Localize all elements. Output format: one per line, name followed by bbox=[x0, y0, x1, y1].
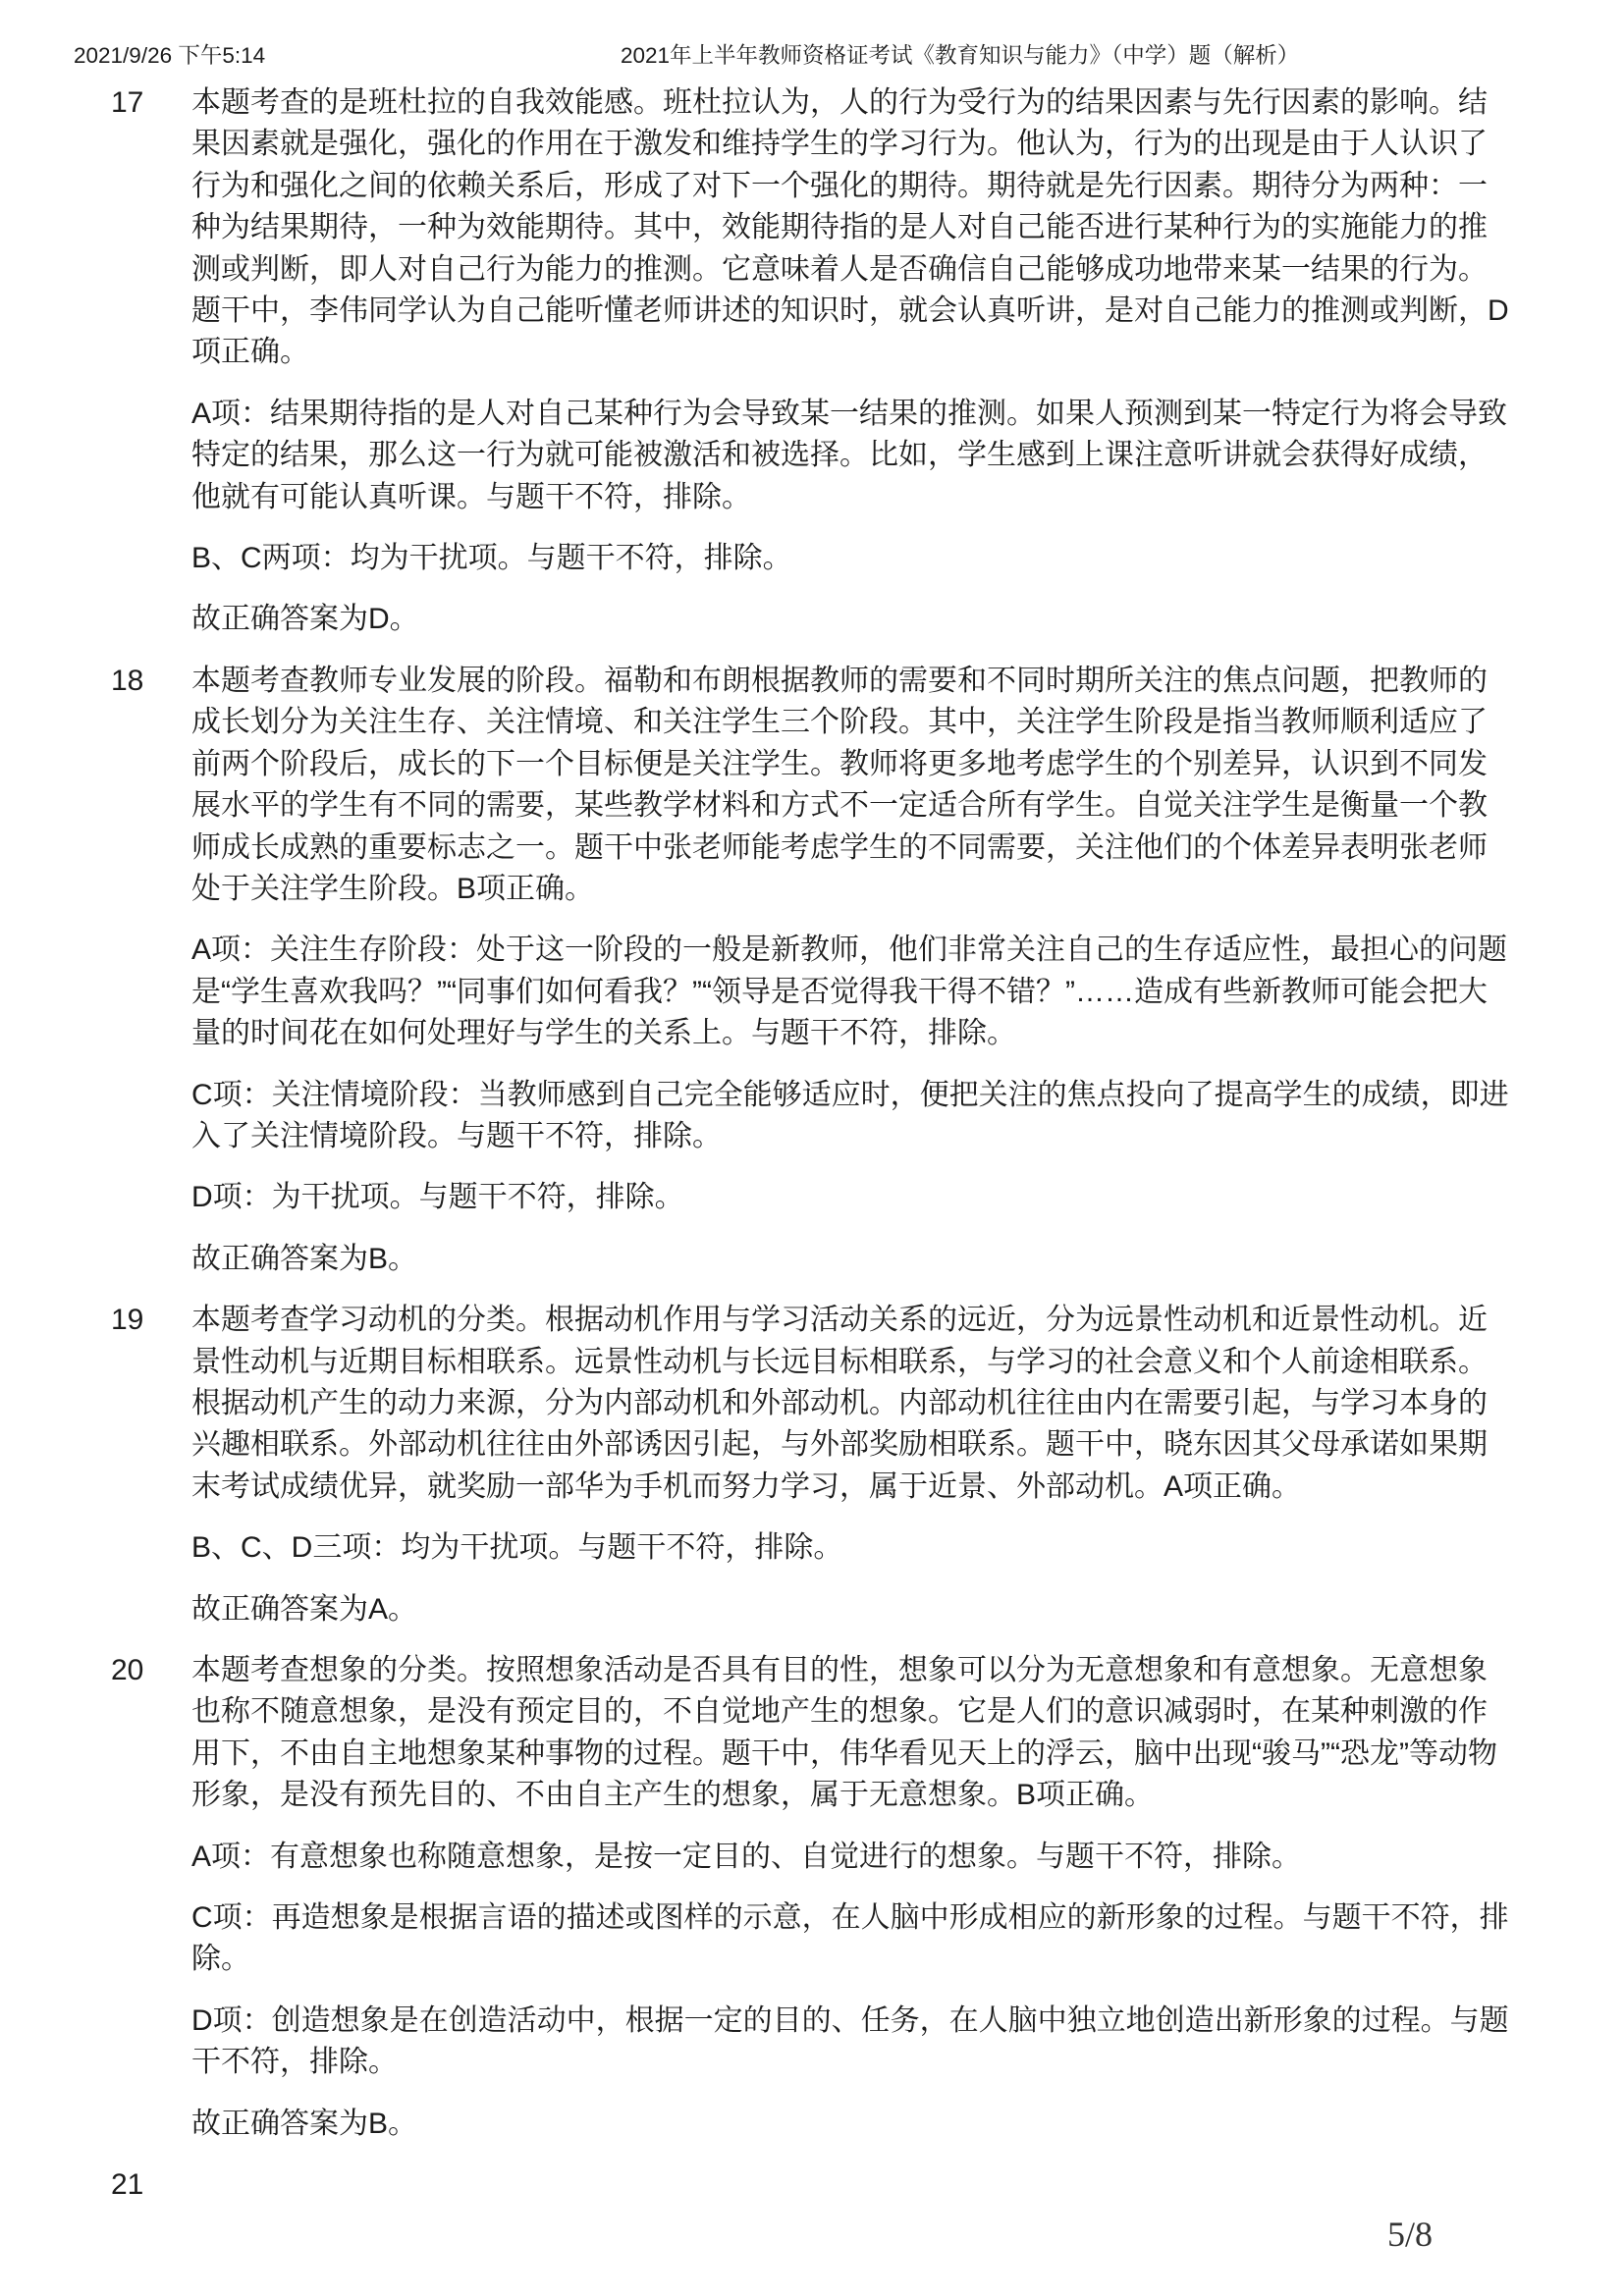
text-line: 故正确答案为D。 bbox=[191, 603, 419, 636]
question-number: 17 bbox=[111, 86, 144, 119]
text-line: B、C两项：均为干扰项。与题干不符，排除。 bbox=[191, 542, 792, 575]
text-line: 处于关注学生阶段。B项正确。 bbox=[191, 872, 595, 905]
explanation-paragraph bbox=[191, 1589, 1624, 1630]
explanation-paragraph bbox=[191, 1300, 1624, 1508]
question-number: 21 bbox=[111, 2168, 144, 2202]
explanation-paragraph bbox=[191, 1897, 1624, 1981]
text-line: 本题考查学习动机的分类。根据动机作用与学习活动关系的远近，分为远景性动机和近景性动机。近 bbox=[191, 1304, 1488, 1337]
text-line: 景性动机与近期目标相联系。远景性动机与长远目标相联系，与学习的社会意义和个人前途相联系。 bbox=[191, 1345, 1488, 1378]
text-line: D项：为干扰项。与题干不符，排除。 bbox=[191, 1181, 684, 1214]
question-explanation bbox=[191, 1300, 1624, 1630]
text-line: 故正确答案为B。 bbox=[191, 1242, 418, 1275]
question-explanation bbox=[191, 661, 1624, 1280]
text-line: C项：再造想象是根据言语的描述或图样的示意，在人脑中形成相应的新形象的过程。与题干不符，排 bbox=[191, 1901, 1509, 1935]
explanation-paragraph bbox=[191, 930, 1624, 1054]
text-line: C项：关注情境阶段：当教师感到自己完全能够适应时，便把关注的焦点投向了提高学生的成绩，即进 bbox=[191, 1078, 1509, 1111]
text-line: 项正确。 bbox=[191, 336, 309, 369]
text-line: 是“学生喜欢我吗？”“同事们如何看我？”“领导是否觉得我干得不错？”……造成有些新教师可能会把大 bbox=[191, 975, 1488, 1008]
text-line: A项：关注生存阶段：处于这一阶段的一般是新教师，他们非常关注自己的生存适应性，最担心的问题 bbox=[191, 934, 1508, 967]
text-line: 本题考查的是班杜拉的自我效能感。班杜拉认为，人的行为受行为的结果因素与先行因素的影响。结 bbox=[191, 86, 1488, 119]
explanation-paragraph bbox=[191, 1075, 1624, 1158]
question-block bbox=[0, 1300, 1624, 1630]
question-explanation bbox=[191, 1650, 1624, 2145]
text-line: 用下，不由自主地想象某种事物的过程。题干中，伟华看见天上的浮云，脑中出现“骏马”“恐龙”等动物 bbox=[191, 1736, 1497, 1770]
explanation-paragraph bbox=[191, 1177, 1624, 1218]
question-block bbox=[0, 661, 1624, 1280]
text-line: 果因素就是强化，强化的作用在于激发和维持学生的学习行为。他认为，行为的出现是由于人认识了 bbox=[191, 128, 1488, 161]
text-line: 干不符，排除。 bbox=[191, 2046, 398, 2079]
text-line: 形象，是没有预先目的、不由自主产生的想象，属于无意想象。B项正确。 bbox=[191, 1779, 1155, 1812]
text-line: 前两个阶段后，成长的下一个目标便是关注学生。教师将更多地考虑学生的个别差异，认识到不同发 bbox=[191, 747, 1488, 780]
text-line: D项：创造想象是在创造活动中，根据一定的目的、任务，在人脑中独立地创造出新形象的过程。与题 bbox=[191, 2003, 1509, 2037]
question-number: 18 bbox=[111, 664, 144, 697]
explanation-paragraph bbox=[191, 1239, 1624, 1280]
text-line: 本题考查想象的分类。按照想象活动是否具有目的性，想象可以分为无意想象和有意想象。无意想象 bbox=[191, 1654, 1488, 1686]
text-line: 本题考查教师专业发展的阶段。福勒和布朗根据教师的需要和不同时期所关注的焦点问题，把教师的 bbox=[191, 664, 1488, 697]
text-line: 种为结果期待，一种为效能期待。其中，效能期待指的是人对自己能否进行某种行为的实施能力的推 bbox=[191, 211, 1488, 244]
question-block bbox=[0, 2164, 1624, 2206]
text-line: 展水平的学生有不同的需要，某些教学材料和方式不一定适合所有学生。自觉关注学生是衡量一个教 bbox=[191, 789, 1488, 823]
explanation-paragraph bbox=[191, 1650, 1624, 1817]
text-line: A项：结果期待指的是人对自己某种行为会导致某一结果的推测。如果人预测到某一特定行为将会导致 bbox=[191, 397, 1508, 430]
text-line: 他就有可能认真听课。与题干不符，排除。 bbox=[191, 480, 751, 513]
text-line: 题干中，李伟同学认为自己能听懂老师讲述的知识时，就会认真听讲，是对自己能力的推测或判断，D bbox=[191, 294, 1509, 328]
text-line: 兴趣相联系。外部动机往往由外部诱因引起，与外部奖励相联系。题干中，晓东因其父母承诺如果期 bbox=[191, 1428, 1488, 1462]
explanation-paragraph bbox=[191, 394, 1624, 518]
explanation-paragraph bbox=[191, 2104, 1624, 2145]
explanation-paragraph bbox=[191, 2001, 1624, 2084]
text-line: 行为和强化之间的依赖关系后，形成了对下一个强化的期待。期待就是先行因素。期待分为两种：一 bbox=[191, 169, 1488, 202]
question-number: 20 bbox=[111, 1654, 144, 1686]
text-line: 故正确答案为B。 bbox=[191, 2107, 418, 2140]
question-explanations bbox=[0, 82, 1624, 2206]
text-line: 入了关注情境阶段。与题干不符，排除。 bbox=[191, 1119, 722, 1152]
print-datetime: 2021/9/26 下午5:14 bbox=[74, 43, 266, 68]
explanation-paragraph bbox=[191, 661, 1624, 910]
question-explanation bbox=[191, 82, 1624, 641]
question-block bbox=[0, 1650, 1624, 2145]
question-number: 19 bbox=[111, 1304, 144, 1337]
explanation-paragraph bbox=[191, 82, 1624, 374]
text-line: 测或判断，即人对自己行为能力的推测。它意味着人是否确信自己能够成功地带来某一结果的行为。 bbox=[191, 252, 1488, 286]
explanation-paragraph bbox=[191, 1527, 1624, 1569]
text-line: B、C、D三项：均为干扰项。与题干不符，排除。 bbox=[191, 1531, 843, 1565]
explanation-paragraph bbox=[191, 538, 1624, 579]
text-line: 除。 bbox=[191, 1943, 250, 1976]
text-line: 量的时间花在如何处理好与学生的关系上。与题干不符，排除。 bbox=[191, 1017, 1016, 1050]
text-line: 末考试成绩优异，就奖励一部华为手机而努力学习，属于近景、外部动机。A项正确。 bbox=[191, 1469, 1302, 1503]
text-line: 特定的结果，那么这一行为就可能被激活和被选择。比如，学生感到上课注意听讲就会获得好成绩， bbox=[191, 439, 1488, 472]
text-line: 故正确答案为A。 bbox=[191, 1592, 418, 1626]
page-number: 5/8 bbox=[1387, 2215, 1434, 2254]
text-line: 成长划分为关注生存、关注情境、和关注学生三个阶段。其中，关注学生阶段是指当教师顺利适应了 bbox=[191, 706, 1488, 739]
question-block bbox=[0, 82, 1624, 641]
text-line: A项：有意想象也称随意想象，是按一定目的、自觉进行的想象。与题干不符，排除。 bbox=[191, 1840, 1302, 1873]
explanation-paragraph bbox=[191, 1837, 1624, 1878]
text-line: 也称不随意想象，是没有预定目的，不自觉地产生的想象。它是人们的意识减弱时，在某种刺激的作 bbox=[191, 1695, 1488, 1729]
document-title: 2021年上半年教师资格证考试《教育知识与能力》（中学）题（解析） bbox=[621, 43, 1300, 68]
text-line: 根据动机产生的动力来源，分为内部动机和外部动机。内部动机往往由内在需要引起，与学习本身的 bbox=[191, 1386, 1488, 1419]
text-line: 师成长成熟的重要标志之一。题干中张老师能考虑学生的不同需要，关注他们的个体差异表明张老师 bbox=[191, 830, 1488, 864]
explanation-paragraph bbox=[191, 599, 1624, 640]
